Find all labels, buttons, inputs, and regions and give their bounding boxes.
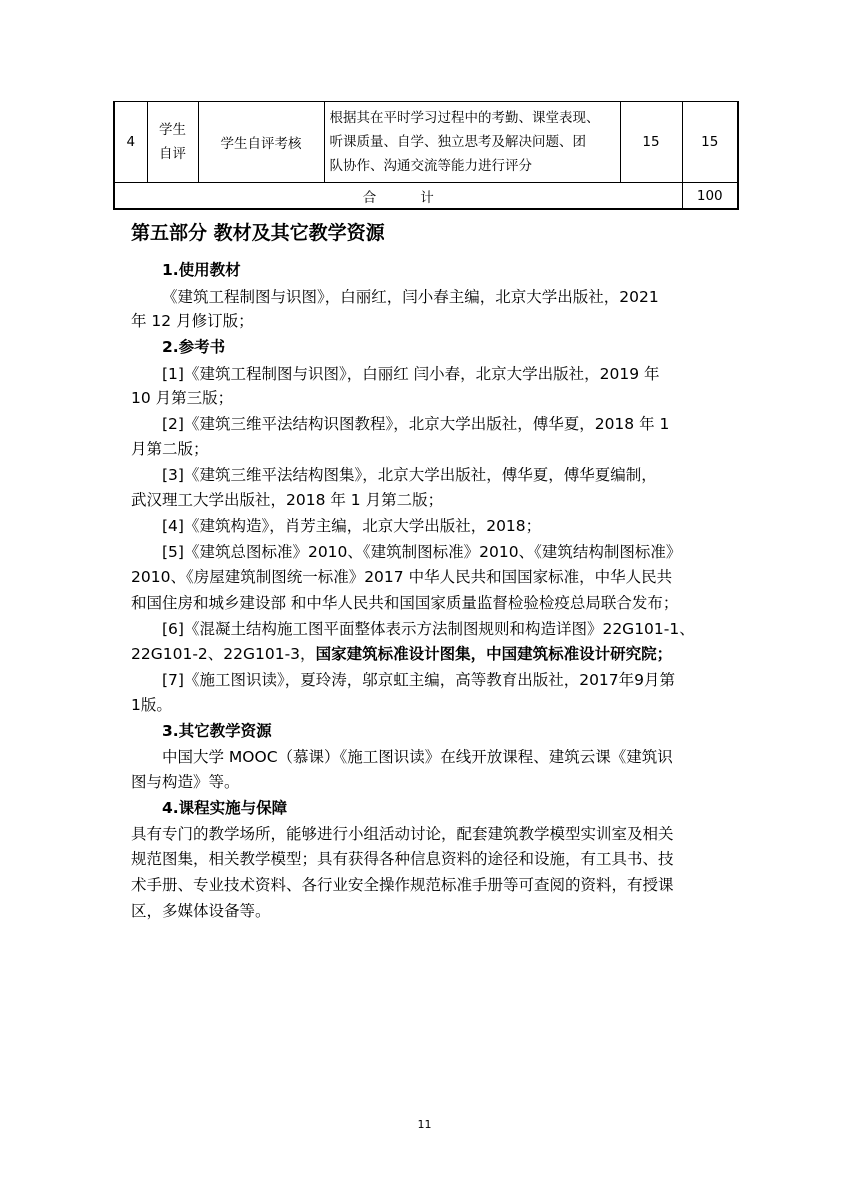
reference-line <box>131 640 672 668</box>
implementation-line: 术手册、专业技术资料、各行业安全操作规范标准手册等可查阅的资料，有授课 <box>131 876 674 894</box>
section-title: 第五部分 教材及其它教学资源 <box>131 222 385 244</box>
references-heading: 2.参考书 <box>162 338 226 356</box>
reference-line: [2]《建筑三维平法结构识图教程》，北京大学出版社，傅华夏，2018 年 1 <box>162 415 670 433</box>
assessment-table <box>113 101 739 210</box>
table-row <box>114 102 738 183</box>
reference-line: 10 月第三版； <box>131 389 234 407</box>
assessment-method: 学生自评考核 <box>198 102 324 183</box>
reference-publisher: 国家建筑标准设计图集，中国建筑标准设计研究院； <box>315 645 673 663</box>
total-value: 100 <box>682 183 738 210</box>
category-line: 自评 <box>159 146 186 162</box>
reference-line: 月第二版； <box>131 440 209 458</box>
textbook-line: 《建筑工程制图与识图》，白丽红，闫小春主编，北京大学出版社，2021 <box>162 288 659 306</box>
implementation-heading: 4.课程实施与保障 <box>162 799 288 817</box>
reference-line: [4]《建筑构造》，肖芳主编，北京大学出版社，2018； <box>162 517 542 535</box>
assessment-score: 15 <box>682 102 738 183</box>
category-line: 学生 <box>159 122 186 138</box>
assessment-weight: 15 <box>620 102 682 183</box>
description-line: 队协作、沟通交流等能力进行评分 <box>329 158 532 174</box>
reference-line: [1]《建筑工程制图与识图》，白丽红 闫小春，北京大学出版社，2019 年 <box>162 365 660 383</box>
row-number: 4 <box>114 102 147 183</box>
other-resources-line: 图与构造》等。 <box>131 773 240 791</box>
reference-line: 2010、《房屋建筑制图统一标准》2017 中华人民共和国国家标准，中华人民共 <box>131 568 673 586</box>
textbook-heading: 1.使用教材 <box>162 261 241 279</box>
description-line: 听课质量、自学、独立思考及解决问题、团 <box>329 134 586 150</box>
reference-text: 22G101-2、22G101-3， <box>131 645 316 663</box>
implementation-line: 具有专门的教学场所，能够进行小组活动讨论，配套建筑教学模型实训室及相关 <box>131 825 674 843</box>
reference-line: [6]《混凝土结构施工图平面整体表示方法制图规则和构造详图》22G101-1、 <box>162 620 695 638</box>
assessment-category <box>147 102 198 183</box>
reference-line: [7]《施工图识读》，夏玲涛，邬京虹主编，高等教育出版社，2017年9月第 <box>162 671 676 689</box>
other-resources-heading: 3.其它教学资源 <box>162 722 272 740</box>
table-total-row <box>114 183 738 210</box>
implementation-line: 区，多媒体设备等。 <box>131 902 271 920</box>
textbook-line: 年 12 月修订版； <box>131 312 254 330</box>
reference-line: 和国住房和城乡建设部 和中华人民共和国国家质量监督检验检疫总局联合发布； <box>131 594 679 612</box>
reference-line: [5]《建筑总图标准》2010、《建筑制图标准》2010、《建筑结构制图标准》 <box>162 543 682 561</box>
reference-line: [3]《建筑三维平法结构图集》，北京大学出版社，傅华夏，傅华夏编制， <box>162 466 657 484</box>
page-number: 11 <box>417 1118 432 1131</box>
reference-line: 武汉理工大学出版社，2018 年 1 月第二版； <box>131 491 444 509</box>
assessment-description <box>324 102 620 183</box>
total-label-part: 合 <box>362 189 377 206</box>
other-resources-line: 中国大学 MOOC（慕课）《施工图识读》在线开放课程、建筑云课《建筑识 <box>162 748 673 766</box>
reference-line: 1版。 <box>131 696 172 714</box>
total-label-part: 计 <box>420 189 434 206</box>
implementation-line: 规范图集，相关教学模型；具有获得各种信息资料的途径和设施，有工具书、技 <box>131 850 674 868</box>
description-line: 根据其在平时学习过程中的考勤、课堂表现、 <box>329 110 600 126</box>
total-label <box>114 183 682 210</box>
